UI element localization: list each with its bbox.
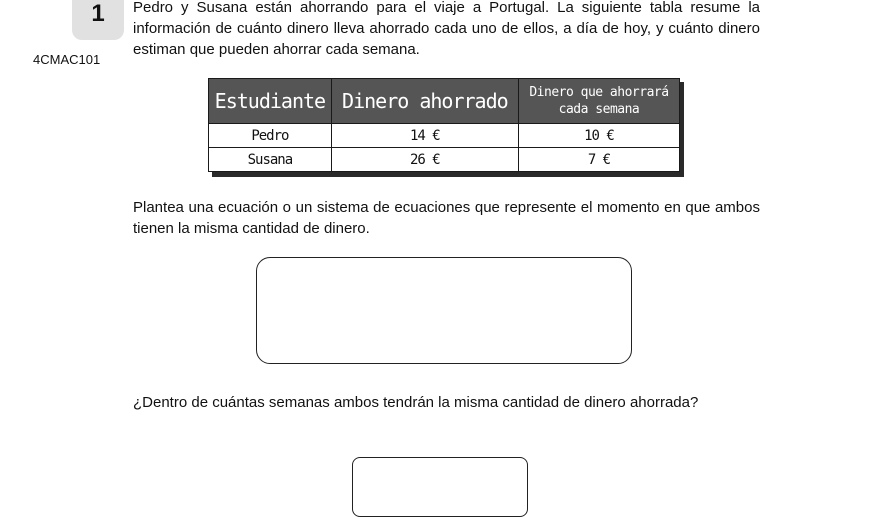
- cell-saved: 26 €: [331, 148, 518, 172]
- savings-table: [208, 78, 680, 172]
- table-row: [209, 148, 680, 172]
- part1-prompt: Plantea una ecuación o un sistema de ecuaciones que represente el momento en que ambos tienen la misma cantidad de dinero.: [133, 199, 760, 237]
- question-intro: Pedro y Susana están ahorrando para el viaje a Portugal. La siguiente tabla resume la información de cuánto dinero lleva ahorrado cada uno de ellos, a día de hoy, y cuánto dinero estiman que pueden ahorrar cada semana.: [133, 0, 760, 58]
- cell-weekly: 10 €: [518, 124, 679, 148]
- cell-student: Pedro: [209, 124, 332, 148]
- cell-saved: 14 €: [331, 124, 518, 148]
- header-student: Estudiante: [209, 79, 332, 124]
- table-row: [209, 124, 680, 148]
- part2-prompt: ¿Dentro de cuántas semanas ambos tendrán la misma cantidad de dinero ahorrada?: [133, 394, 699, 411]
- header-weekly: Dinero que ahorrará cada semana: [518, 79, 679, 124]
- cell-weekly: 7 €: [518, 148, 679, 172]
- answer-box-weeks[interactable]: [352, 457, 528, 517]
- question-number: 1: [72, 0, 124, 40]
- question-code: 4CMAC101: [33, 52, 101, 67]
- table-header-row: [209, 79, 680, 124]
- answer-box-equation[interactable]: [256, 257, 632, 364]
- header-saved: Dinero ahorrado: [331, 79, 518, 124]
- cell-student: Susana: [209, 148, 332, 172]
